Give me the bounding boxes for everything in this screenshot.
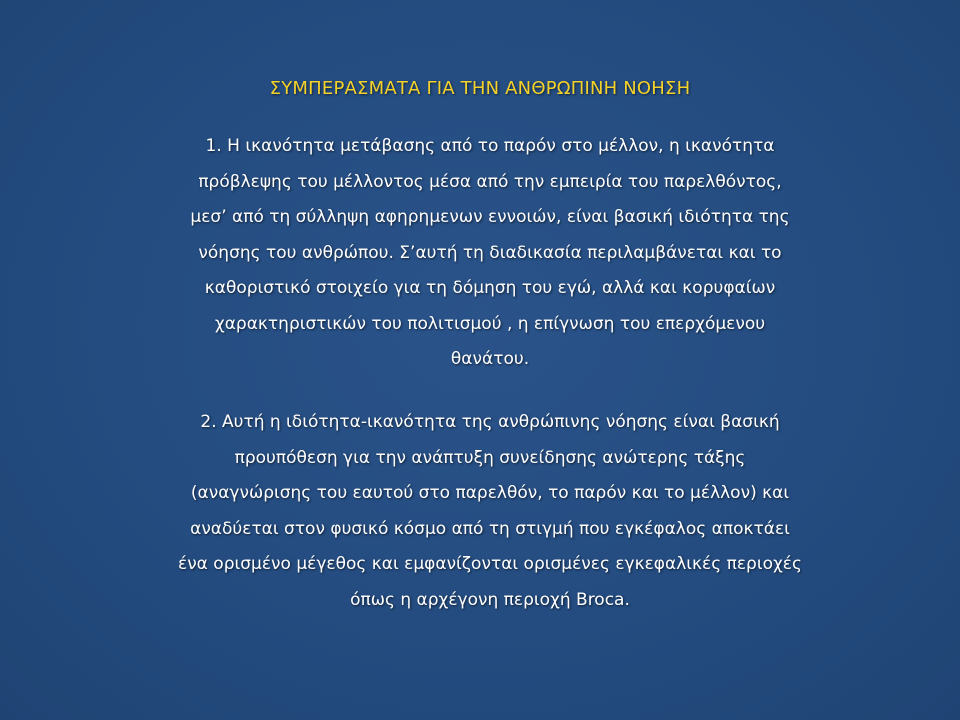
conclusion-paragraph-1 xyxy=(128,129,852,378)
paragraph-1-line: νόησης του ανθρώπου. Σ’αυτή τη διαδικασία περιλαμβάνεται και το xyxy=(198,242,782,263)
slide-title: ΣΥΜΠΕΡΑΣΜΑΤΑ ΓΙΑ ΤΗΝ ΑΝΘΡΩΠΙΝΗ ΝΟΗΣΗ xyxy=(269,78,691,99)
paragraph-1-line: μεσ’ από τη σύλληψη αφηρημενων εννοιών, είναι βασική ιδιότητα της xyxy=(190,207,790,227)
conclusion-paragraph-2 xyxy=(128,405,852,618)
paragraph-1-line: θανάτου. xyxy=(450,349,530,369)
paragraph-2-line: (αναγνώρισης του εαυτού στο παρελθόν, το παρόν και το μέλλον) και xyxy=(190,483,790,503)
paragraph-1-line: πρόβλεψης του μέλλοντος μέσα από την εμπειρία του παρελθόντος, xyxy=(198,171,782,192)
paragraph-1-line: καθοριστικό στοιχείο για τη δόμηση του εγώ, αλλά και κορυφαίων xyxy=(204,278,776,298)
paragraph-2-line: 2. Αυτή η ιδιότητα-ικανότητα της ανθρώπινης νόησης είναι βασική xyxy=(200,412,780,432)
paragraph-2-line: όπως η αρχέγονη περιοχή Broca. xyxy=(350,589,630,610)
paragraph-1-line: χαρακτηριστικών του πολιτισμού , η επίγνωση του επερχόμενου xyxy=(214,313,766,334)
paragraph-2-line: προυπόθεση για την ανάπτυξη συνείδησης ανώτερης τάξης xyxy=(234,447,746,468)
paragraph-1-line: 1. Η ικανότητα μετάβασης από το παρόν στο μέλλον, η ικανότητα xyxy=(205,136,775,156)
paragraph-2-line: ένα ορισμένο μέγεθος και εμφανίζονται ορισμένες εγκεφαλικές περιοχές xyxy=(178,554,802,574)
paragraph-2-line: αναδύεται στον φυσικό κόσμο από τη στιγμή που εγκέφαλος αποκτάει xyxy=(190,518,790,539)
